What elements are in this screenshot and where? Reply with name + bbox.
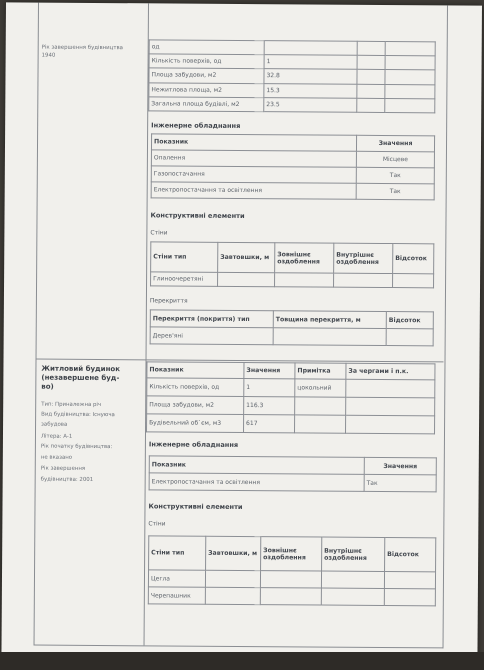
building-info-line: не вказано <box>40 454 73 461</box>
table-header: Завтовшки, м <box>218 242 275 272</box>
table-cell: Черепашник <box>148 587 205 604</box>
table-cell <box>260 588 321 605</box>
subsection-floors: Перекриття <box>149 297 188 305</box>
table-cell <box>385 41 435 56</box>
table-cell: Кількість поверхів, од <box>147 378 244 397</box>
table-header: Значення <box>244 363 295 379</box>
table-cell <box>334 273 393 287</box>
table-cell <box>346 379 435 398</box>
table-header: Внутрішнє оздоблення <box>334 243 393 273</box>
table-cell <box>357 84 385 98</box>
floors-table-1 <box>150 309 434 346</box>
building2-params-table <box>146 361 435 434</box>
table-cell <box>393 274 434 288</box>
subsection-walls-2: Стіни <box>148 520 166 528</box>
table-cell <box>260 571 321 588</box>
table-cell: Газопостачання <box>151 166 356 183</box>
table-header: Зовнішнє оздоблення <box>261 537 322 571</box>
table-cell: Електропостачання та освітлення <box>151 182 356 199</box>
building-title-line2: (незавершене буд- <box>41 373 120 383</box>
table-cell <box>385 70 435 85</box>
table-cell <box>218 272 275 286</box>
background-edge <box>0 652 484 670</box>
table-cell: Глиноочеретяні <box>151 272 218 286</box>
table-header: Завтовшки, м <box>206 536 261 570</box>
table-cell: Загальна площа будівлі, м2 <box>149 97 264 112</box>
building-info-line: Рік початку будівництва: <box>40 443 113 451</box>
table-cell: 15.3 <box>264 83 357 98</box>
table-header: Перекриття (покриття) тип <box>150 310 273 328</box>
table-cell <box>205 587 260 604</box>
table-cell: Площа забудови, м2 <box>147 396 244 415</box>
table-cell: Будівельний об`єм, м3 <box>147 414 244 433</box>
table-header: Внутрішнє оздоблення <box>322 537 385 571</box>
table-cell <box>357 98 385 112</box>
building-title-line3: во) <box>41 382 54 391</box>
table-cell <box>275 273 334 287</box>
table-cell: 1 <box>264 55 357 70</box>
table-header: Відсоток <box>385 537 436 571</box>
building-info-line: Літера: А-1 <box>40 433 73 440</box>
table-cell: Опалення <box>151 150 356 167</box>
prev-completion-year: 1940 <box>41 52 56 59</box>
table-cell <box>295 397 346 415</box>
walls-table-2 <box>148 535 436 606</box>
section-title-structural-2: Конструктивні елементи <box>148 502 243 512</box>
section-title-structural: Конструктивні елементи <box>150 211 245 221</box>
table-cell: Кількість поверхів, од <box>149 54 264 69</box>
table-header: Значення <box>364 457 436 475</box>
table-cell: Площа забудови, м2 <box>149 68 264 83</box>
table-cell <box>385 98 435 113</box>
building-info-line: будівництва: 2001 <box>40 476 94 483</box>
table-cell: 32.8 <box>264 69 357 84</box>
table-header: Примітка <box>295 363 346 379</box>
table-header: Показник <box>149 456 364 475</box>
table-header: Зовнішнє оздоблення <box>275 243 334 273</box>
subsection-walls: Стіни <box>150 229 168 237</box>
table-cell <box>346 415 435 434</box>
table-cell: 617 <box>244 415 295 433</box>
table-cell: Цегла <box>148 570 205 587</box>
table-cell: Місцеве <box>356 151 434 168</box>
table-cell <box>321 571 384 588</box>
table-header: За чергами і п.к. <box>346 363 435 380</box>
table-cell <box>273 328 386 346</box>
table-header: Показник <box>147 362 244 379</box>
table-header: Відсоток <box>386 312 433 329</box>
table-cell: Дерев'яні <box>150 327 273 345</box>
table-header: Стіни тип <box>151 242 218 272</box>
document-page <box>1 2 482 655</box>
table-cell <box>321 588 384 605</box>
table-header: Товщина перекриття, м <box>273 311 386 329</box>
table-cell: Електропостачання та освітлення <box>149 473 364 492</box>
table-header: Значення <box>356 135 434 152</box>
table-header: Відсоток <box>393 244 434 274</box>
section-title-engineering: Інженерне обладнання <box>151 121 241 130</box>
engineering-table-2 <box>149 455 437 492</box>
table-cell: Нежитлова площа, м2 <box>149 82 264 97</box>
table-cell: Так <box>356 183 434 200</box>
table-cell: цокольний <box>295 379 346 397</box>
table-cell <box>357 41 385 55</box>
table-cell <box>295 415 346 433</box>
table-cell: Так <box>356 167 434 184</box>
table-cell <box>386 329 433 346</box>
table-cell <box>264 41 357 56</box>
table-cell <box>384 571 435 588</box>
table-cell <box>384 588 435 605</box>
table-cell <box>205 570 260 587</box>
building-info-line: забудова <box>41 421 68 428</box>
section-title-engineering-2: Інженерне обладнання <box>148 440 239 449</box>
building-info-line: Вид будівництва: Існуюча <box>41 411 115 419</box>
table-cell <box>385 56 435 71</box>
building-info-line: Тип: Приналежна річ <box>41 401 102 409</box>
table-cell: 1 <box>244 379 295 397</box>
table-header: Стіни тип <box>149 536 206 570</box>
building-info-line: Рік завершення <box>40 465 86 472</box>
table-cell: 23.5 <box>264 97 357 112</box>
table-cell: од <box>149 40 264 55</box>
table-header: Показник <box>151 134 356 151</box>
table-cell: Так <box>364 474 436 492</box>
prev-completion-label: Рік завершення будівництва <box>41 44 124 52</box>
table-cell <box>385 84 435 99</box>
table-cell <box>357 70 385 84</box>
table-cell <box>346 397 435 416</box>
building-title-line1: Житловий будинок <box>41 364 121 374</box>
prev-params-table <box>148 39 435 113</box>
table-cell: 116.3 <box>244 397 295 415</box>
engineering-table-1 <box>151 133 435 200</box>
table-cell <box>357 55 385 69</box>
walls-table-1 <box>150 241 434 288</box>
